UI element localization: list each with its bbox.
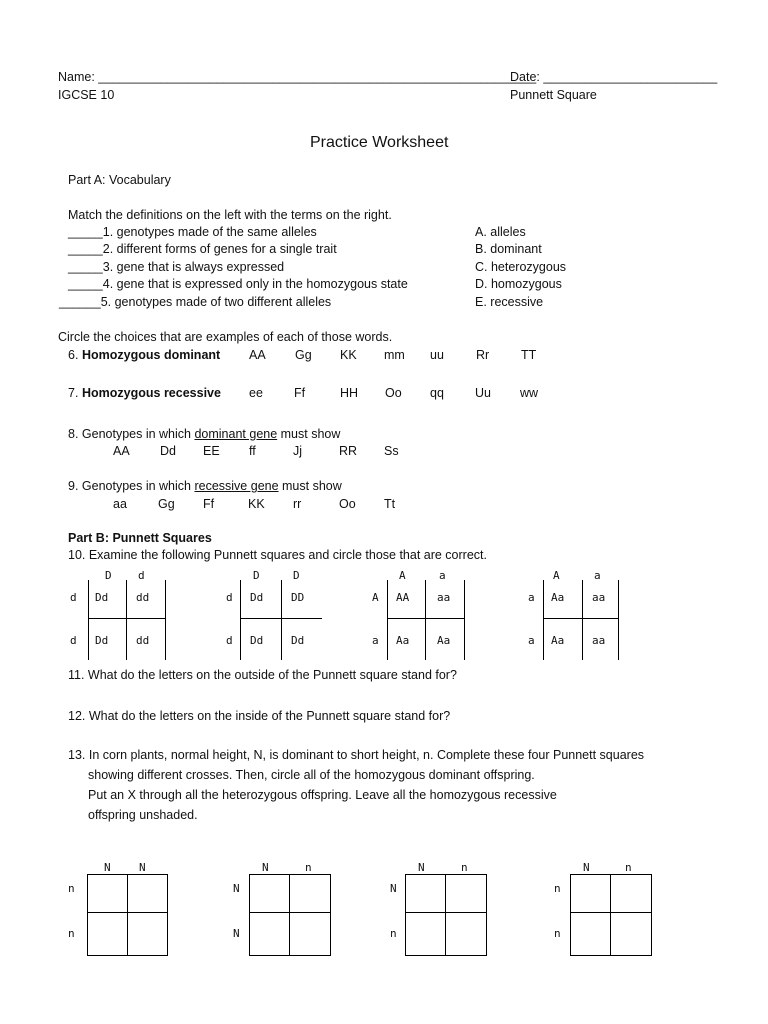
q7-label: Homozygous recessive	[82, 386, 221, 400]
q9-choice[interactable]: Gg	[158, 497, 175, 511]
top-allele: D	[105, 569, 112, 582]
q8-prompt: 8. Genotypes in which dominant gene must show	[68, 427, 341, 441]
punnett-cell: Dd	[95, 634, 109, 647]
definition-1[interactable]: _____1. genotypes made of the same alleles	[68, 225, 317, 239]
q9-prompt: 9. Genotypes in which recessive gene must show	[68, 479, 342, 493]
q8-choice[interactable]: ff	[249, 444, 256, 458]
top-allele: N	[104, 861, 111, 874]
q9-choice[interactable]: Oo	[339, 497, 356, 511]
q6-number: 6.	[68, 348, 79, 362]
q6-choice[interactable]: Gg	[295, 348, 312, 362]
q7-choice[interactable]: Oo	[385, 386, 402, 400]
q6-choice[interactable]: TT	[521, 348, 537, 362]
q7-choice[interactable]: ee	[249, 386, 263, 400]
page-title: Practice Worksheet	[310, 134, 449, 151]
punnett-cell: Dd	[250, 591, 264, 604]
course-label: IGCSE 10	[58, 88, 115, 102]
q7-choice[interactable]: HH	[340, 386, 359, 400]
punnett-cell: Aa	[551, 591, 565, 604]
side-allele: n	[554, 882, 561, 895]
top-allele: a	[594, 569, 601, 582]
definition-3[interactable]: _____3. gene that is always expressed	[68, 260, 285, 274]
punnett-cell: dd	[136, 634, 150, 647]
q6-label: Homozygous dominant	[82, 348, 221, 362]
topic-label: Punnett Square	[510, 88, 597, 102]
side-allele: d	[70, 591, 77, 604]
term-e: E. recessive	[475, 295, 544, 309]
top-allele: n	[625, 861, 632, 874]
q10-prompt: 10. Examine the following Punnett squares and circle those that are correct.	[68, 548, 487, 562]
match-instruction: Match the definitions on the left with the terms on the right.	[68, 208, 392, 222]
q13-line-4: offspring unshaded.	[88, 808, 198, 822]
punnett-cell: DD	[291, 591, 305, 604]
square-frame[interactable]	[570, 874, 652, 956]
top-allele: A	[553, 569, 560, 582]
term-b: B. dominant	[475, 242, 542, 256]
q9-choice[interactable]: Ff	[203, 497, 215, 511]
side-allele: A	[372, 591, 379, 604]
square-frame[interactable]	[249, 874, 331, 956]
top-allele: n	[461, 861, 468, 874]
side-allele: n	[68, 927, 75, 940]
q9-choice[interactable]: aa	[113, 497, 127, 511]
side-allele: a	[372, 634, 379, 647]
q6-choice[interactable]: Rr	[476, 348, 490, 362]
top-allele: a	[439, 569, 446, 582]
q8-choice[interactable]: Dd	[160, 444, 176, 458]
circle-instruction: Circle the choices that are examples of each of those words.	[58, 330, 393, 344]
date-line[interactable]: Date: _________________________	[510, 70, 718, 84]
side-allele: d	[70, 634, 77, 647]
top-allele: D	[253, 569, 260, 582]
q13-line-2: showing different crosses. Then, circle all of the homozygous dominant offspring.	[88, 768, 535, 782]
definition-5[interactable]: ______5. genotypes made of two different alleles	[59, 295, 332, 309]
q6-choice[interactable]: KK	[340, 348, 357, 362]
q8-choice[interactable]: Jj	[293, 444, 303, 458]
top-allele: A	[399, 569, 406, 582]
top-allele: N	[418, 861, 425, 874]
top-allele: D	[293, 569, 300, 582]
side-allele: n	[68, 882, 75, 895]
square-frame[interactable]	[405, 874, 487, 956]
side-allele: n	[554, 927, 561, 940]
q7-choice[interactable]: ww	[520, 386, 539, 400]
side-allele: d	[226, 634, 233, 647]
q7-choice[interactable]: qq	[430, 386, 444, 400]
q6-choice[interactable]: uu	[430, 348, 444, 362]
q11-prompt: 11. What do the letters on the outside of the Punnett square stand for?	[68, 668, 457, 682]
name-line[interactable]: Name: _______________________________________________________________	[58, 70, 537, 84]
top-allele: d	[138, 569, 145, 582]
side-allele: N	[390, 882, 397, 895]
punnett-cell: aa	[592, 634, 606, 647]
punnett-cell: Aa	[396, 634, 410, 647]
q13-line-1: 13. In corn plants, normal height, N, is dominant to short height, n. Complete these four Punnett squares	[68, 748, 645, 762]
term-a: A. alleles	[475, 225, 526, 239]
punnett-cell: Aa	[437, 634, 451, 647]
side-allele: N	[233, 927, 240, 940]
part-a-heading: Part A: Vocabulary	[68, 173, 171, 187]
punnett-cell: Dd	[291, 634, 305, 647]
q8-choice[interactable]: Ss	[384, 444, 399, 458]
term-d: D. homozygous	[475, 277, 562, 291]
punnett-cell: dd	[136, 591, 150, 604]
q6-choice[interactable]: AA	[249, 348, 266, 362]
punnett-cell: aa	[592, 591, 606, 604]
term-c: C. heterozygous	[475, 260, 567, 274]
side-allele: n	[390, 927, 397, 940]
punnett-cell: Aa	[551, 634, 565, 647]
q13-line-3: Put an X through all the heterozygous offspring. Leave all the homozygous recessive	[88, 788, 557, 802]
punnett-cell: AA	[396, 591, 410, 604]
top-allele: N	[262, 861, 269, 874]
q7-choice[interactable]: Uu	[475, 386, 491, 400]
side-allele: N	[233, 882, 240, 895]
q8-choice[interactable]: RR	[339, 444, 358, 458]
q9-choice[interactable]: rr	[293, 497, 302, 511]
definition-2[interactable]: _____2. different forms of genes for a single trait	[68, 242, 337, 256]
q7-number: 7.	[68, 386, 79, 400]
top-allele: N	[139, 861, 146, 874]
q8-choice[interactable]: EE	[203, 444, 220, 458]
punnett-cell: Dd	[95, 591, 109, 604]
q9-choice[interactable]: KK	[248, 497, 265, 511]
side-allele: a	[528, 591, 535, 604]
punnett-cell: Dd	[250, 634, 264, 647]
q8-choice[interactable]: AA	[113, 444, 130, 458]
top-allele: N	[583, 861, 590, 874]
punnett-cell: aa	[437, 591, 451, 604]
side-allele: d	[226, 591, 233, 604]
q6-choice[interactable]: mm	[384, 348, 405, 362]
side-allele: a	[528, 634, 535, 647]
q12-prompt: 12. What do the letters on the inside of the Punnett square stand for?	[68, 709, 451, 723]
part-b-heading: Part B: Punnett Squares	[68, 531, 212, 545]
q8-underlined: dominant gene	[194, 427, 278, 441]
q9-choice[interactable]: Tt	[384, 497, 396, 511]
definition-4[interactable]: _____4. gene that is expressed only in the homozygous state	[68, 277, 408, 291]
top-allele: n	[305, 861, 312, 874]
q7-choice[interactable]: Ff	[294, 386, 306, 400]
q9-underlined: recessive gene	[194, 479, 279, 493]
